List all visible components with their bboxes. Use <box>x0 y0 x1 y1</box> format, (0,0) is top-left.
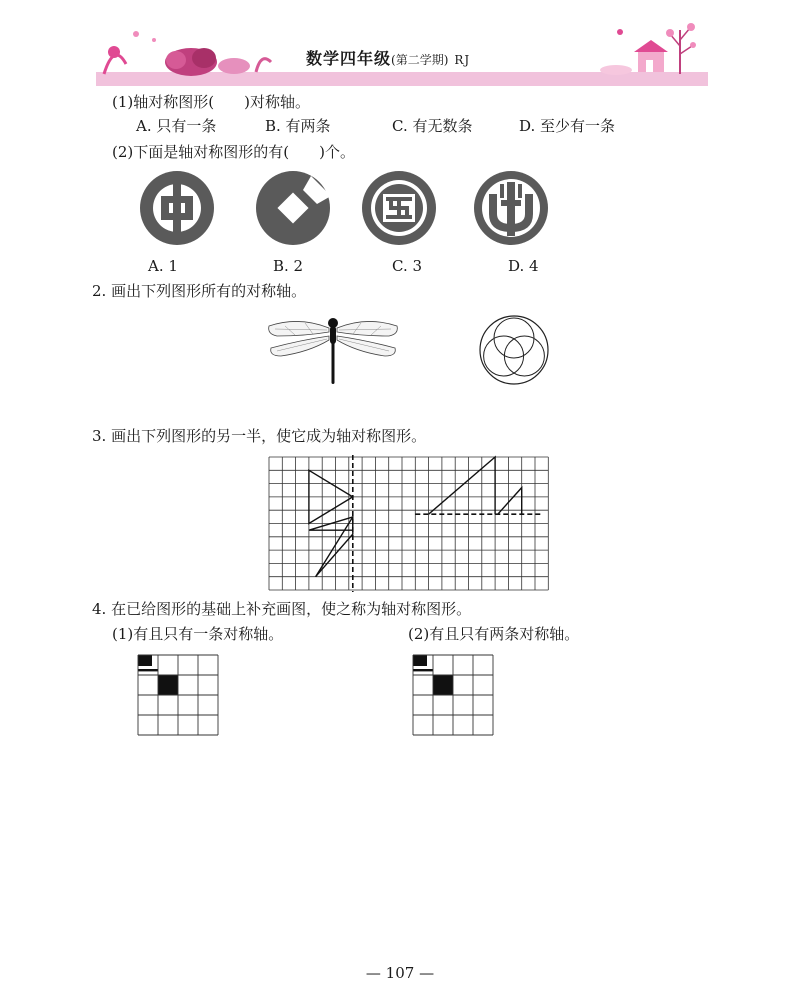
edition-label: RJ <box>454 53 471 67</box>
q4-stem: 4. 在已给图形的基础上补充画图，使之称为轴对称图形。 <box>92 600 472 618</box>
icbc-logo <box>361 170 437 246</box>
q4-part1-grid[interactable] <box>137 654 219 736</box>
agricultural-bank-logo <box>473 170 549 246</box>
q3-drawing-grid[interactable] <box>268 456 550 584</box>
shaded-cell-center <box>158 675 178 695</box>
header-right-decoration <box>596 16 708 80</box>
q1-part1-option-a[interactable]: A. 只有一条 <box>136 117 217 135</box>
q1-part2-option-d[interactable]: D. 4 <box>508 257 539 275</box>
q1-part2-stem: (2)下面是轴对称图形的有( )个。 <box>112 143 355 161</box>
q1-part1-option-d[interactable]: D. 至少有一条 <box>519 117 616 135</box>
header-left-decoration <box>96 22 276 80</box>
construction-bank-logo <box>255 170 331 246</box>
page-number: — 107 — <box>365 964 435 982</box>
header-title <box>306 50 470 69</box>
dragonfly-figure <box>265 314 401 386</box>
book-title: 数学四年级 <box>306 49 392 68</box>
q4-part2-stem: (2)有且只有两条对称轴。 <box>408 625 580 643</box>
q3-stem: 3. 画出下列图形的另一半，使它成为轴对称图形。 <box>92 427 427 445</box>
q1-part2-option-a[interactable]: A. 1 <box>148 257 178 275</box>
shaded-strip <box>413 669 433 671</box>
q1-part2-option-c[interactable]: C. 3 <box>392 257 423 275</box>
right-triangle-large <box>429 457 496 514</box>
shaded-cell-center <box>433 675 453 695</box>
q2-stem: 2. 画出下列图形所有的对称轴。 <box>92 282 307 300</box>
q4-part2-grid[interactable] <box>412 654 494 736</box>
q1-part1-option-b[interactable]: B. 有两条 <box>265 117 331 135</box>
q1-part1-option-c[interactable]: C. 有无数条 <box>392 117 473 135</box>
q1-part2-option-b[interactable]: B. 2 <box>273 257 304 275</box>
term-label: (第二学期) <box>391 53 449 67</box>
bank-of-china-logo <box>139 170 215 246</box>
shaded-cell-top-left <box>138 655 152 666</box>
shaded-strip <box>138 669 158 671</box>
three-petal-circle-figure <box>478 314 550 386</box>
q1-part1-stem: (1)轴对称图形( )对称轴。 <box>112 93 310 111</box>
shaded-cell-top-left <box>413 655 427 666</box>
q4-part1-stem: (1)有且只有一条对称轴。 <box>112 625 284 643</box>
